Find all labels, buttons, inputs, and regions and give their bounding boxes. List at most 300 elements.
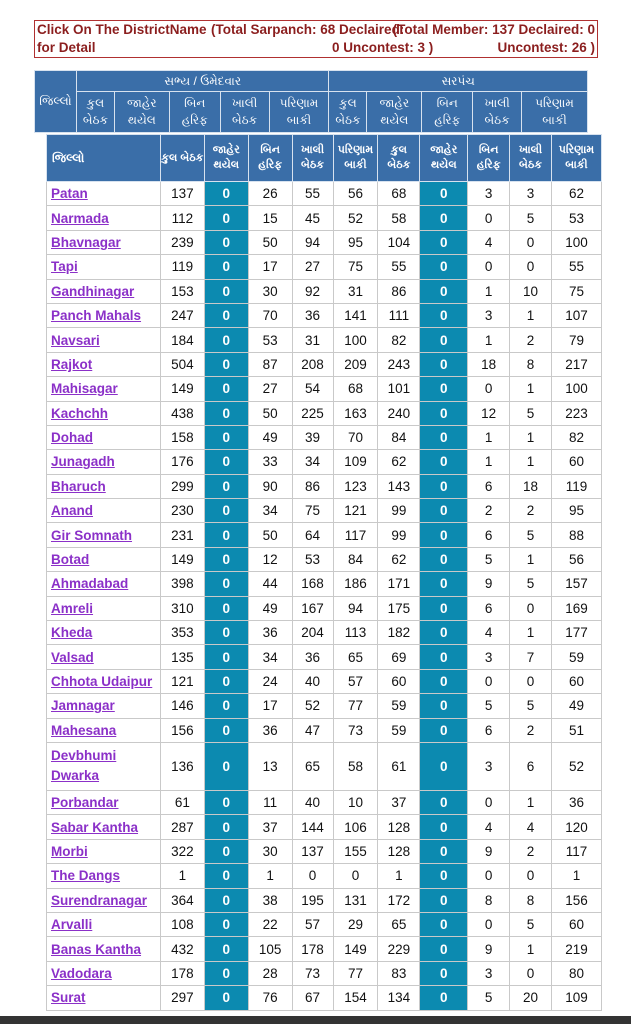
- table-cell: 0: [204, 450, 248, 474]
- table-cell: 20: [510, 986, 552, 1010]
- table-row: [47, 864, 602, 888]
- table-cell: 75: [333, 255, 378, 279]
- table-cell: 82: [378, 328, 420, 352]
- column-header-10: પરિણામ બાકી: [551, 135, 601, 182]
- table-cell: 177: [551, 621, 601, 645]
- table-cell: 109: [333, 450, 378, 474]
- table-cell: 0: [420, 986, 468, 1010]
- table-cell: 230: [160, 499, 204, 523]
- table-cell: 157: [551, 572, 601, 596]
- table-cell: 0: [204, 352, 248, 376]
- table-cell: 1: [510, 790, 552, 814]
- district-link[interactable]: Kheda: [51, 625, 93, 641]
- table-cell: 62: [378, 450, 420, 474]
- table-cell: 0: [420, 182, 468, 206]
- table-cell: 94: [292, 230, 333, 254]
- table-row: [47, 986, 602, 1010]
- district-link[interactable]: Chhota Udaipur: [51, 674, 153, 689]
- sarpanch-group-col-0: કુલ બેઠક: [329, 92, 367, 133]
- district-cell: [47, 255, 161, 279]
- table-cell: 28: [248, 961, 292, 985]
- table-cell: 90: [248, 474, 292, 498]
- table-cell: 128: [378, 839, 420, 863]
- table-cell: 22: [248, 912, 292, 936]
- table-cell: 29: [333, 912, 378, 936]
- table-cell: 40: [292, 669, 333, 693]
- district-link[interactable]: Tapi: [51, 259, 78, 275]
- table-cell: 61: [160, 790, 204, 814]
- table-cell: 0: [510, 864, 552, 888]
- table-cell: 128: [378, 815, 420, 839]
- district-link[interactable]: Anand: [51, 503, 93, 519]
- district-link[interactable]: Bharuch: [51, 478, 106, 494]
- member-uncontest: Uncontest: 26 ): [497, 40, 595, 55]
- table-cell: 0: [204, 961, 248, 985]
- table-cell: 1: [510, 377, 552, 401]
- table-cell: 106: [333, 815, 378, 839]
- district-cell: [47, 279, 161, 303]
- table-cell: 175: [378, 596, 420, 620]
- table-cell: 1: [378, 864, 420, 888]
- table-row: [47, 523, 602, 547]
- table-cell: 121: [333, 499, 378, 523]
- table-row: [47, 499, 602, 523]
- table-cell: 0: [420, 523, 468, 547]
- table-cell: 1: [510, 937, 552, 961]
- district-link[interactable]: Ahmadabad: [51, 576, 129, 592]
- table-cell: 0: [292, 864, 333, 888]
- column-header-8: બિન હરિફ: [468, 135, 510, 182]
- table-row: [47, 425, 602, 449]
- district-cell: [47, 182, 161, 206]
- table-cell: 0: [420, 790, 468, 814]
- district-link[interactable]: Rajkot: [51, 356, 93, 372]
- member-group-col-4: પરિણામ બાકી: [269, 92, 329, 133]
- table-cell: 0: [204, 328, 248, 352]
- table-cell: 94: [333, 596, 378, 620]
- table-cell: 0: [204, 206, 248, 230]
- table-cell: 34: [292, 450, 333, 474]
- table-cell: 50: [248, 523, 292, 547]
- table-cell: 57: [333, 669, 378, 693]
- table-cell: 0: [420, 596, 468, 620]
- table-cell: 58: [378, 206, 420, 230]
- district-link[interactable]: Amreli: [51, 600, 94, 616]
- table-cell: 123: [333, 474, 378, 498]
- table-cell: 112: [160, 206, 204, 230]
- table-cell: 0: [204, 425, 248, 449]
- table-cell: 243: [378, 352, 420, 376]
- table-cell: 24: [248, 669, 292, 693]
- table-cell: 5: [510, 401, 552, 425]
- column-header-1: કુલ બેઠક: [160, 135, 204, 182]
- district-link[interactable]: Porbandar: [51, 795, 119, 811]
- district-cell: [47, 888, 161, 912]
- table-cell: 0: [420, 328, 468, 352]
- table-cell: 2: [510, 718, 552, 742]
- table-cell: 0: [420, 645, 468, 669]
- table-row: [47, 377, 602, 401]
- table-cell: 6: [468, 474, 510, 498]
- table-cell: 1: [510, 621, 552, 645]
- table-cell: 108: [160, 912, 204, 936]
- table-cell: 100: [551, 230, 601, 254]
- table-cell: 0: [420, 937, 468, 961]
- column-header-9: ખાલી બેઠક: [510, 135, 552, 182]
- table-cell: 101: [378, 377, 420, 401]
- table-cell: 0: [204, 645, 248, 669]
- table-cell: 171: [378, 572, 420, 596]
- table-cell: 68: [333, 377, 378, 401]
- table-cell: 0: [204, 523, 248, 547]
- table-row: [47, 888, 602, 912]
- table-cell: 0: [204, 255, 248, 279]
- table-cell: 58: [333, 742, 378, 790]
- table-cell: 6: [510, 742, 552, 790]
- table-cell: 27: [292, 255, 333, 279]
- table-cell: 156: [551, 888, 601, 912]
- sarpanch-group-col-2: બિન હરિફ: [422, 92, 473, 133]
- district-link[interactable]: Arvalli: [51, 917, 93, 933]
- district-cell: [47, 864, 161, 888]
- table-cell: 0: [420, 450, 468, 474]
- district-cell: [47, 499, 161, 523]
- district-cell: [47, 474, 161, 498]
- district-cell: [47, 377, 161, 401]
- table-cell: 0: [420, 669, 468, 693]
- table-cell: 1: [510, 303, 552, 327]
- table-cell: 36: [292, 645, 333, 669]
- district-cell: [47, 839, 161, 863]
- table-cell: 0: [204, 474, 248, 498]
- table-row: [47, 718, 602, 742]
- table-cell: 0: [420, 815, 468, 839]
- table-cell: 50: [248, 230, 292, 254]
- table-row: [47, 450, 602, 474]
- table-cell: 0: [420, 888, 468, 912]
- district-link[interactable]: Navsari: [51, 332, 100, 348]
- table-cell: 17: [248, 694, 292, 718]
- table-cell: 59: [551, 645, 601, 669]
- table-cell: 0: [420, 694, 468, 718]
- table-cell: 30: [248, 279, 292, 303]
- table-cell: 37: [378, 790, 420, 814]
- table-cell: 119: [551, 474, 601, 498]
- table-cell: 184: [160, 328, 204, 352]
- district-link[interactable]: Valsad: [51, 649, 94, 665]
- table-cell: 1: [510, 547, 552, 571]
- district-link[interactable]: Kachchh: [51, 405, 109, 421]
- table-cell: 10: [510, 279, 552, 303]
- district-link[interactable]: Gir Somnath: [51, 527, 133, 543]
- district-cell: [47, 742, 161, 790]
- table-cell: 30: [248, 839, 292, 863]
- district-link[interactable]: Dohad: [51, 430, 93, 446]
- table-cell: 95: [333, 230, 378, 254]
- table-cell: 4: [468, 230, 510, 254]
- table-cell: 398: [160, 572, 204, 596]
- district-link[interactable]: Narmada: [51, 210, 109, 226]
- district-cell: [47, 450, 161, 474]
- table-cell: 51: [551, 718, 601, 742]
- table-cell: 0: [204, 864, 248, 888]
- district-cell: [47, 547, 161, 571]
- table-cell: 0: [204, 888, 248, 912]
- district-link[interactable]: Surat: [51, 990, 86, 1006]
- table-cell: 61: [378, 742, 420, 790]
- table-cell: 119: [160, 255, 204, 279]
- district-cell: [47, 937, 161, 961]
- table-cell: 55: [551, 255, 601, 279]
- table-cell: 0: [204, 182, 248, 206]
- table-cell: 34: [248, 499, 292, 523]
- table-cell: 49: [248, 425, 292, 449]
- district-link[interactable]: Patan: [51, 186, 88, 202]
- table-cell: 70: [333, 425, 378, 449]
- table-cell: 168: [292, 572, 333, 596]
- table-cell: 0: [420, 839, 468, 863]
- table-cell: 0: [420, 303, 468, 327]
- table-cell: 52: [333, 206, 378, 230]
- table-cell: 27: [248, 377, 292, 401]
- table-cell: 120: [551, 815, 601, 839]
- table-cell: 0: [204, 694, 248, 718]
- table-cell: 223: [551, 401, 601, 425]
- table-cell: 0: [204, 718, 248, 742]
- table-cell: 131: [333, 888, 378, 912]
- district-link[interactable]: Surendranagar: [51, 892, 148, 908]
- table-cell: 247: [160, 303, 204, 327]
- table-cell: 2: [510, 839, 552, 863]
- table-row: [47, 961, 602, 985]
- table-cell: 0: [204, 986, 248, 1010]
- group-district-header: જિલ્લો: [35, 71, 77, 133]
- table-cell: 77: [333, 961, 378, 985]
- table-cell: 153: [160, 279, 204, 303]
- district-link[interactable]: Vadodara: [51, 965, 112, 981]
- table-cell: 69: [378, 645, 420, 669]
- table-cell: 1: [468, 328, 510, 352]
- table-cell: 1: [468, 425, 510, 449]
- column-header-4: ખાલી બેઠક: [292, 135, 333, 182]
- table-cell: 104: [378, 230, 420, 254]
- table-cell: 40: [292, 790, 333, 814]
- table-row: [47, 815, 602, 839]
- table-cell: 0: [420, 279, 468, 303]
- table-cell: 3: [468, 645, 510, 669]
- table-cell: 9: [468, 572, 510, 596]
- sarpanch-group-header: સરપંચ: [329, 71, 588, 92]
- table-cell: 0: [420, 912, 468, 936]
- member-group-col-1: જાહેર થયેલ: [114, 92, 169, 133]
- table-cell: 5: [510, 523, 552, 547]
- table-cell: 0: [420, 377, 468, 401]
- table-cell: 167: [292, 596, 333, 620]
- table-cell: 0: [204, 669, 248, 693]
- table-cell: 1: [510, 450, 552, 474]
- district-link[interactable]: Jamnagar: [51, 698, 115, 714]
- table-cell: 0: [468, 377, 510, 401]
- table-cell: 95: [551, 499, 601, 523]
- table-cell: 60: [551, 450, 601, 474]
- district-link[interactable]: Panch Mahals: [51, 308, 142, 324]
- table-cell: 0: [420, 230, 468, 254]
- table-cell: 364: [160, 888, 204, 912]
- table-cell: 11: [248, 790, 292, 814]
- table-row: [47, 547, 602, 571]
- table-cell: 88: [551, 523, 601, 547]
- table-cell: 75: [292, 499, 333, 523]
- table-cell: 287: [160, 815, 204, 839]
- table-cell: 56: [551, 547, 601, 571]
- table-cell: 0: [468, 790, 510, 814]
- table-cell: 0: [204, 596, 248, 620]
- table-cell: 113: [333, 621, 378, 645]
- table-cell: 0: [204, 499, 248, 523]
- district-link[interactable]: Morbi: [51, 843, 88, 859]
- table-cell: 99: [378, 523, 420, 547]
- table-cell: 0: [204, 839, 248, 863]
- sarpanch-uncontest: 0 Uncontest: 3 ): [332, 40, 434, 55]
- table-cell: 163: [333, 401, 378, 425]
- table-cell: 172: [378, 888, 420, 912]
- table-cell: 5: [510, 572, 552, 596]
- table-cell: 55: [378, 255, 420, 279]
- table-cell: 0: [420, 255, 468, 279]
- table-row: [47, 790, 602, 814]
- district-link[interactable]: Botad: [51, 552, 90, 568]
- table-cell: 76: [248, 986, 292, 1010]
- district-link[interactable]: Junagadh: [51, 454, 115, 470]
- table-cell: 0: [204, 303, 248, 327]
- district-cell: [47, 694, 161, 718]
- table-cell: 10: [333, 790, 378, 814]
- table-cell: 5: [510, 912, 552, 936]
- district-link[interactable]: Mahesana: [51, 722, 117, 738]
- table-cell: 59: [378, 718, 420, 742]
- member-group-col-2: બિન હરિફ: [169, 92, 220, 133]
- table-cell: 36: [248, 621, 292, 645]
- member-group-col-3: ખાલી બેઠક: [220, 92, 269, 133]
- table-cell: 219: [551, 937, 601, 961]
- table-cell: 79: [551, 328, 601, 352]
- table-cell: 0: [510, 669, 552, 693]
- table-cell: 1: [468, 450, 510, 474]
- column-header-2: જાહેર થયેલ: [204, 135, 248, 182]
- table-cell: 0: [510, 961, 552, 985]
- district-link[interactable]: Gandhinagar: [51, 283, 135, 299]
- table-row: [47, 839, 602, 863]
- district-cell: [47, 621, 161, 645]
- table-cell: 0: [420, 742, 468, 790]
- sarpanch-group-col-1: જાહેર થયેલ: [367, 92, 422, 133]
- summary-instruction: Click On The DistrictName: [37, 22, 207, 37]
- table-cell: 31: [292, 328, 333, 352]
- table-cell: 50: [248, 401, 292, 425]
- table-cell: 5: [510, 206, 552, 230]
- table-cell: 158: [160, 425, 204, 449]
- footer-bar: [0, 1016, 631, 1024]
- district-cell: [47, 815, 161, 839]
- table-cell: 5: [468, 694, 510, 718]
- table-cell: 47: [292, 718, 333, 742]
- table-cell: 0: [420, 352, 468, 376]
- table-cell: 141: [333, 303, 378, 327]
- table-cell: 65: [333, 645, 378, 669]
- table-cell: 0: [510, 255, 552, 279]
- table-cell: 13: [248, 742, 292, 790]
- district-cell: [47, 961, 161, 985]
- table-row: [47, 694, 602, 718]
- table-cell: 75: [551, 279, 601, 303]
- table-cell: 52: [551, 742, 601, 790]
- table-cell: 73: [333, 718, 378, 742]
- table-cell: 134: [378, 986, 420, 1010]
- table-cell: 0: [420, 572, 468, 596]
- table-cell: 107: [551, 303, 601, 327]
- table-cell: 1: [248, 864, 292, 888]
- district-link[interactable]: Bhavnagar: [51, 234, 121, 250]
- table-cell: 5: [510, 694, 552, 718]
- table-row: [47, 206, 602, 230]
- table-cell: 99: [378, 499, 420, 523]
- table-cell: 0: [510, 230, 552, 254]
- table-cell: 92: [292, 279, 333, 303]
- table-cell: 0: [420, 206, 468, 230]
- table-cell: 0: [204, 547, 248, 571]
- table-cell: 149: [160, 377, 204, 401]
- district-link[interactable]: The Dangs: [51, 868, 121, 884]
- table-cell: 77: [333, 694, 378, 718]
- column-header-6: કુલ બેઠક: [378, 135, 420, 182]
- table-cell: 73: [292, 961, 333, 985]
- table-cell: 1: [468, 279, 510, 303]
- sarpanch-group-col-3: ખાલી બેઠક: [473, 92, 522, 133]
- table-cell: 0: [204, 279, 248, 303]
- top-strip: [0, 0, 631, 16]
- table-cell: 149: [160, 547, 204, 571]
- table-cell: 0: [204, 377, 248, 401]
- table-cell: 0: [204, 937, 248, 961]
- table-cell: 68: [378, 182, 420, 206]
- table-cell: 195: [292, 888, 333, 912]
- table-cell: 39: [292, 425, 333, 449]
- table-cell: 0: [468, 255, 510, 279]
- table-cell: 62: [551, 182, 601, 206]
- table-cell: 0: [204, 790, 248, 814]
- table-cell: 53: [292, 547, 333, 571]
- table-cell: 0: [420, 718, 468, 742]
- district-link[interactable]: Sabar Kantha: [51, 819, 139, 835]
- district-results-table: [46, 134, 602, 1011]
- table-cell: 2: [510, 499, 552, 523]
- table-row: [47, 303, 602, 327]
- district-link[interactable]: Banas Kantha: [51, 941, 142, 957]
- table-cell: 1: [160, 864, 204, 888]
- table-cell: 137: [292, 839, 333, 863]
- table-cell: 0: [204, 572, 248, 596]
- table-cell: 12: [468, 401, 510, 425]
- table-cell: 12: [248, 547, 292, 571]
- table-cell: 504: [160, 352, 204, 376]
- table-cell: 0: [420, 499, 468, 523]
- table-cell: 4: [468, 621, 510, 645]
- district-link[interactable]: Mahisagar: [51, 381, 118, 397]
- member-total: (Total Member: 137 Declaired: 0: [392, 22, 595, 37]
- table-cell: 0: [420, 621, 468, 645]
- table-cell: 5: [468, 986, 510, 1010]
- district-link[interactable]: Devbhumi Dwarka: [51, 748, 117, 784]
